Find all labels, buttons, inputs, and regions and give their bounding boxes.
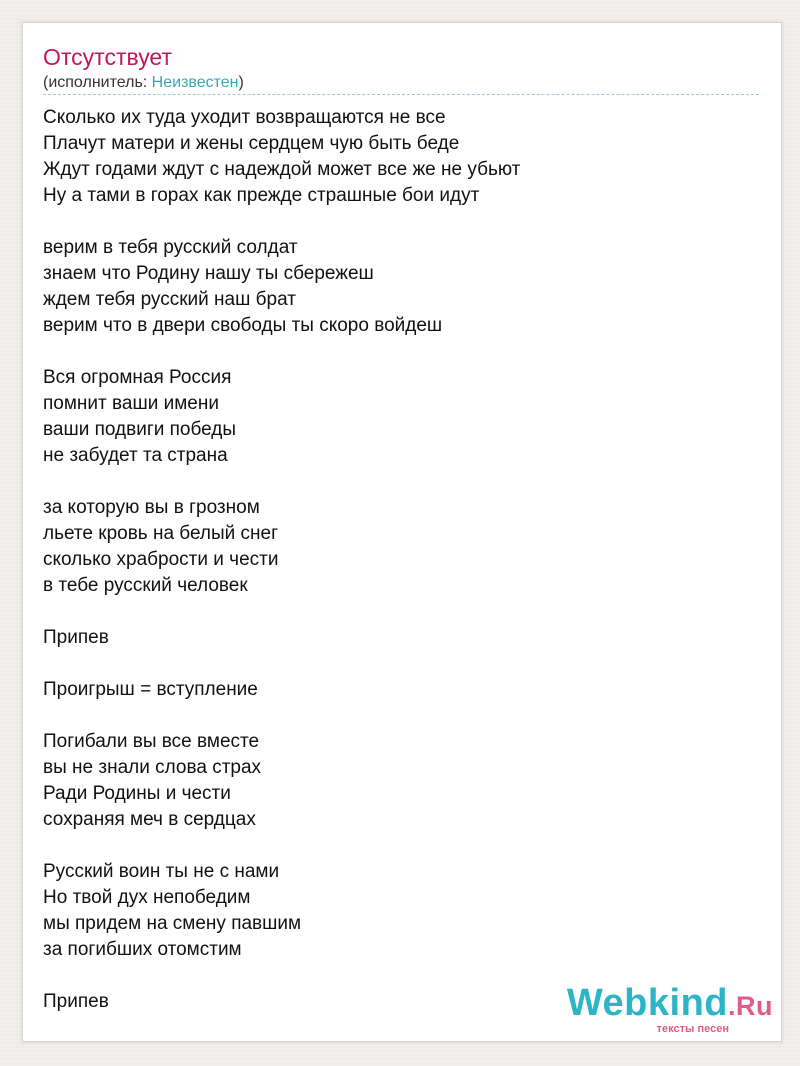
stanza-break	[43, 651, 520, 677]
stanza-break	[43, 469, 520, 495]
lyric-line: сколько храбрости и чести	[43, 549, 279, 570]
lyric-line: мы придем на смену павшим	[43, 913, 302, 934]
artist-suffix: )	[238, 74, 244, 91]
lyric-line: Ждут годами ждут с надеждой может все же не убьют	[43, 159, 521, 180]
stanza-break	[43, 703, 520, 729]
lyric-line: знаем что Родину нашу ты сбережеш	[43, 263, 374, 284]
lyric-line: Ради Родины и чести	[43, 783, 231, 804]
lyric-line: не забудет та страна	[43, 445, 228, 466]
stanza-break	[43, 963, 520, 989]
artist-link[interactable]: Неизвестен	[151, 74, 239, 91]
lyric-line: Проигрыш = вступление	[43, 679, 258, 700]
stanza-break	[43, 599, 520, 625]
lyric-line: за погибших отомстим	[43, 939, 242, 960]
lyric-line: за которую вы в грозном	[43, 497, 260, 518]
logo-tagline: тексты песен	[656, 1023, 729, 1035]
stanza-break	[43, 339, 520, 365]
lyric-line: Ну а тами в горах как прежде страшные бои идут	[43, 185, 480, 206]
lyric-line: помнит ваши имени	[43, 393, 219, 414]
lyric-line: Припев	[43, 991, 109, 1012]
lyric-line: Сколько их туда уходит возвращаются не все	[43, 107, 446, 128]
lyrics-card	[22, 22, 782, 1042]
logo-suffix: .Ru	[728, 991, 773, 1021]
lyric-line: верим что в двери свободы ты скоро войдеш	[43, 315, 443, 336]
stanza-break	[43, 209, 520, 235]
lyric-line: сохраняя меч в сердцах	[43, 809, 256, 830]
logo-wordmark	[567, 984, 773, 1025]
stanza-break	[43, 833, 520, 859]
lyric-line: верим в тебя русский солдат	[43, 237, 298, 258]
lyric-line: ваши подвиги победы	[43, 419, 237, 440]
song-title: Отсутствует	[43, 44, 172, 70]
lyric-line: ждем тебя русский наш брат	[43, 289, 296, 310]
lyric-line: Плачут матери и жены сердцем чую быть беде	[43, 133, 460, 154]
lyrics-body	[43, 105, 520, 1015]
lyric-line: в тебе русский человек	[43, 575, 248, 596]
lyric-line: Припев	[43, 627, 109, 648]
lyric-line: Русский воин ты не с нами	[43, 861, 280, 882]
site-logo[interactable]	[567, 984, 773, 1035]
lyric-line: вы не знали слова страх	[43, 757, 262, 778]
title-divider	[43, 94, 759, 95]
artist-line	[43, 73, 244, 93]
lyric-line: Вся огромная Россия	[43, 367, 232, 388]
lyric-line: льете кровь на белый снег	[43, 523, 279, 544]
artist-prefix: (исполнитель:	[43, 74, 152, 91]
lyric-line: Погибали вы все вместе	[43, 731, 260, 752]
lyric-line: Но твой дух непобедим	[43, 887, 251, 908]
logo-main-text: Webkind	[566, 982, 728, 1024]
